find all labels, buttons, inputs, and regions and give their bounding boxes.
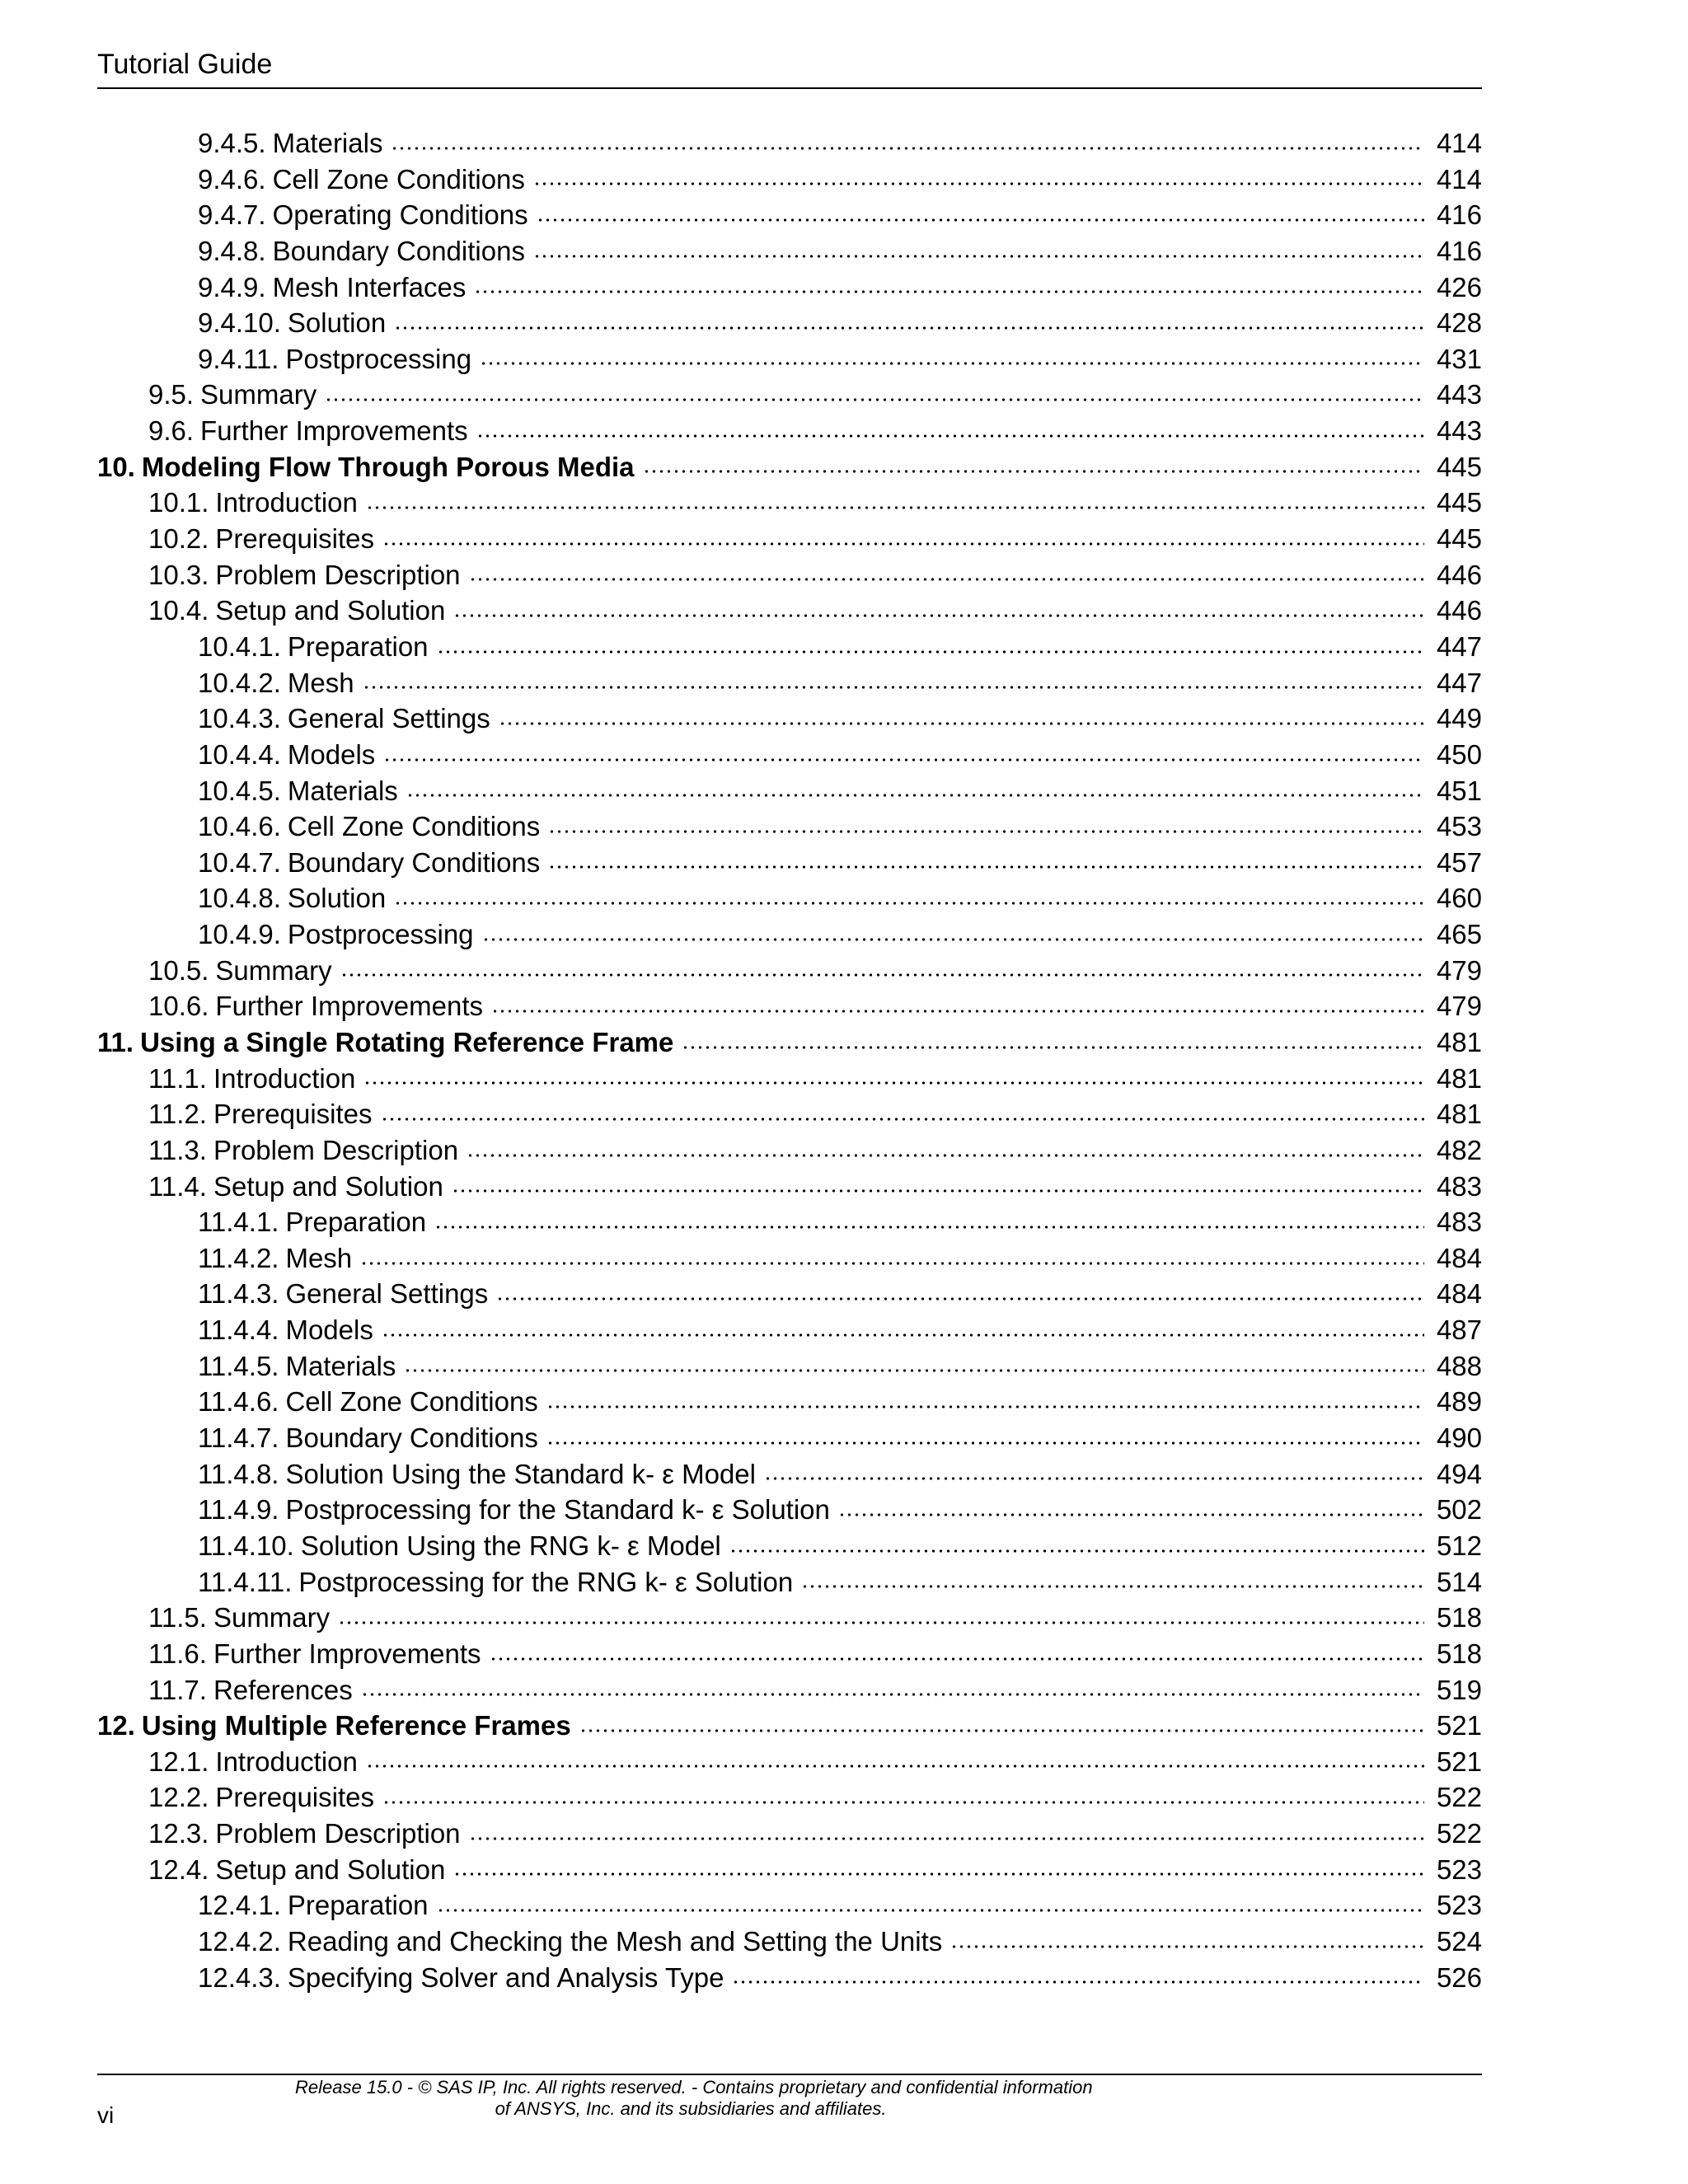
toc-entry-number: 11.6. [148,1638,207,1669]
toc-entry-title[interactable]: Further Improvements [215,991,484,1022]
toc-entry-number: 10.4.5. [198,775,281,806]
toc-dot-leader [950,1943,1424,1950]
toc-entry[interactable] [97,737,1482,773]
toc-entry[interactable] [97,1564,1482,1601]
toc-entry-title[interactable]: Boundary Conditions [272,235,525,266]
toc-entry-title[interactable]: Specifying Solver and Analysis Type [287,1961,724,1993]
toc-entry-page[interactable]: 479 [1436,991,1482,1022]
toc-entry-title[interactable]: Summary [200,379,317,410]
toc-entry-page[interactable]: 481 [1436,1062,1482,1094]
toc-entry-page[interactable]: 494 [1436,1458,1482,1489]
toc-entry-page[interactable]: 445 [1436,523,1482,555]
toc-entry-page[interactable]: 487 [1436,1315,1482,1346]
toc-entry-page[interactable]: 447 [1436,630,1482,662]
toc-entry[interactable] [97,1600,1482,1636]
toc-entry[interactable] [97,665,1482,701]
toc-entry-number: 10.4.7. [198,846,281,878]
toc-entry[interactable] [97,953,1482,989]
toc-dot-leader [579,1727,1424,1734]
toc-entry-title[interactable]: Solution Using the Standard k- ε Model [285,1458,756,1489]
toc-entry[interactable] [97,1096,1482,1132]
toc-entry-page[interactable]: 512 [1436,1530,1482,1561]
page-footer [97,2074,1482,2133]
toc-entry[interactable] [97,808,1482,845]
toc-entry-title[interactable]: Models [287,738,376,770]
toc-entry-title[interactable]: Further Improvements [200,415,468,447]
toc-entry-number: 11.5. [148,1602,207,1633]
toc-entry-title[interactable]: Postprocessing [285,343,472,374]
toc-dot-leader [361,1691,1424,1698]
toc-entry[interactable] [97,125,1482,162]
toc-entry-title[interactable]: Materials [272,127,383,158]
toc-entry-title[interactable]: Problem Description [215,559,461,590]
toc-dot-leader [382,1799,1424,1806]
toc-entry[interactable] [97,1456,1482,1493]
toc-entry[interactable] [97,1528,1482,1564]
toc-entry-title[interactable]: Using Multiple Reference Frames [141,1710,571,1741]
toc-entry-page[interactable]: 446 [1436,559,1482,590]
toc-chapter-entry[interactable] [97,1708,1482,1744]
toc-dot-leader [469,1835,1424,1842]
toc-entry-page[interactable]: 521 [1436,1710,1482,1741]
toc-entry-title[interactable]: Postprocessing for the Standard k- ε Solution [285,1494,830,1526]
toc-dot-leader [682,1044,1424,1051]
toc-entry[interactable] [97,1348,1482,1385]
toc-dot-leader [394,900,1424,907]
toc-dot-leader [381,1116,1424,1122]
toc-entry-page[interactable]: 488 [1436,1350,1482,1381]
toc-entry-title[interactable]: Prerequisites [215,1782,374,1813]
toc-entry-page[interactable]: 457 [1436,846,1482,878]
toc-entry-page[interactable]: 526 [1436,1961,1482,1993]
toc-entry[interactable] [97,413,1482,449]
toc-entry-title[interactable]: Setup and Solution [215,595,446,626]
toc-dot-leader [546,1404,1424,1410]
footer-copyright-notice [295,2077,1093,2120]
toc-entry-page[interactable]: 426 [1436,271,1482,302]
toc-entry-page[interactable]: 518 [1436,1638,1482,1669]
toc-entry-number: 10.3. [148,559,209,590]
toc-entry-number: 11.1. [148,1062,207,1094]
toc-entry-title[interactable]: Mesh [285,1242,353,1273]
toc-entry-number: 9.4.11. [198,343,279,374]
toc-entry-number: 10.1. [148,487,209,518]
toc-dot-leader [434,1224,1424,1230]
toc-entry-title[interactable]: Setup and Solution [213,1170,443,1202]
toc-entry-page[interactable]: 484 [1436,1278,1482,1310]
toc-entry[interactable] [97,1204,1482,1240]
toc-entry-number: 11.4.5. [198,1350,279,1381]
toc-entry-page[interactable]: 465 [1436,919,1482,950]
toc-dot-leader [490,1656,1424,1662]
toc-dot-leader [382,1332,1424,1338]
toc-entry[interactable] [97,1492,1482,1528]
toc-chapter-entry[interactable] [97,449,1482,485]
toc-entry-title[interactable]: Setup and Solution [215,1854,446,1885]
toc-entry-page[interactable]: 451 [1436,775,1482,806]
toc-dot-leader [404,1367,1424,1374]
toc-dot-leader [643,468,1424,475]
toc-entry-number: 11.2. [148,1099,207,1130]
toc-entry[interactable] [97,1420,1482,1456]
toc-entry-number: 12.4.1. [198,1890,281,1921]
toc-dot-leader [453,612,1424,619]
toc-entry-number: 11.7. [148,1674,207,1705]
toc-entry-page[interactable]: 490 [1436,1422,1482,1454]
toc-entry-page[interactable]: 482 [1436,1134,1482,1165]
toc-entry-number: 10.6. [148,991,209,1022]
toc-entry[interactable] [97,916,1482,953]
toc-dot-leader [406,792,1424,799]
toc-entry-number: 9.4.8. [198,235,266,266]
toc-entry-page[interactable]: 523 [1436,1854,1482,1885]
page-header [97,46,1482,89]
toc-entry[interactable] [97,1816,1482,1852]
toc-entry-title[interactable]: Boundary Conditions [287,846,541,878]
toc-entry-title[interactable]: Summary [213,1602,331,1633]
toc-entry-number: 9.4.6. [198,163,266,194]
toc-dot-leader [437,649,1424,655]
toc-entry-title[interactable]: Preparation [287,1890,429,1921]
toc-entry[interactable] [97,1924,1482,1960]
toc-dot-leader [340,972,1424,978]
toc-entry-page[interactable]: 523 [1436,1890,1482,1921]
toc-entry-title[interactable]: Solution [287,883,387,914]
toc-entry[interactable] [97,701,1482,737]
toc-entry-page[interactable]: 524 [1436,1926,1482,1957]
toc-entry[interactable] [97,1169,1482,1205]
toc-dot-leader [363,684,1424,691]
toc-dot-leader [382,541,1424,547]
toc-dot-leader [366,504,1424,511]
toc-entry-number: 10.4.4. [198,738,281,770]
toc-entry-number: 11.4.10. [198,1530,294,1561]
toc-entry-title[interactable]: Postprocessing for the RNG k- ε Solution [298,1566,794,1597]
toc-entry-number: 10.4. [148,595,209,626]
toc-entry-page[interactable]: 460 [1436,883,1482,914]
toc-entry[interactable] [97,1672,1482,1708]
toc-entry[interactable] [97,1887,1482,1924]
toc-dot-leader [338,1619,1424,1626]
toc-entry-number: 9.4.7. [198,199,266,231]
toc-dot-leader [537,217,1424,223]
toc-entry-page[interactable]: 414 [1436,127,1482,158]
toc-dot-leader [467,1152,1424,1159]
toc-entry-title[interactable]: Postprocessing [287,919,474,950]
toc-entry-page[interactable]: 445 [1436,487,1482,518]
toc-entry-page[interactable]: 443 [1436,379,1482,410]
toc-entry-number: 9.4.5. [198,127,266,158]
toc-entry-page[interactable]: 481 [1436,1027,1482,1057]
toc-dot-leader [838,1511,1424,1518]
toc-dot-leader [548,828,1424,835]
toc-entry[interactable] [97,377,1482,413]
toc-entry-title[interactable]: Preparation [285,1207,427,1238]
toc-entry-title[interactable]: Prerequisites [213,1099,373,1130]
toc-entry-title[interactable]: Solution Using the RNG k- ε Model [300,1530,721,1561]
toc-entry[interactable] [97,1779,1482,1816]
toc-dot-leader [363,1080,1424,1086]
toc-entry-page[interactable]: 479 [1436,954,1482,986]
toc-dot-leader [476,433,1424,439]
toc-entry-page[interactable]: 431 [1436,343,1482,374]
toc-entry[interactable] [97,773,1482,809]
toc-entry-page[interactable]: 445 [1436,451,1482,482]
toc-entry-title[interactable]: Materials [287,775,398,806]
toc-entry-title[interactable]: Modeling Flow Through Porous Media [141,451,635,482]
toc-entry[interactable] [97,1852,1482,1888]
toc-entry-page[interactable]: 483 [1436,1170,1482,1202]
toc-entry-title[interactable]: Models [285,1315,373,1346]
toc-dot-leader [533,180,1424,187]
toc-entry[interactable] [97,269,1482,306]
toc-entry-title[interactable]: General Settings [287,703,490,734]
toc-entry-title[interactable]: Cell Zone Conditions [287,811,541,842]
toc-entry-page[interactable]: 453 [1436,811,1482,842]
toc-entry-title[interactable]: Operating Conditions [272,199,528,231]
toc-entry-number: 10.4.9. [198,919,281,950]
toc-dot-leader [729,1548,1424,1554]
toc-entry-number: 11.4.2. [198,1242,279,1273]
toc-entry-number: 10.4.1. [198,630,281,662]
toc-entry[interactable] [97,162,1482,198]
toc-entry-number: 11.4.7. [198,1422,279,1454]
toc-entry-number: 11.4.3. [198,1278,279,1310]
toc-entry-number: 12.1. [148,1746,209,1777]
toc-entry-page[interactable]: 414 [1436,163,1482,194]
toc-entry[interactable] [97,593,1482,629]
toc-entry-page[interactable]: 446 [1436,595,1482,626]
header-title: Tutorial Guide [97,49,273,80]
toc-dot-leader [496,1296,1424,1302]
toc-entry-number: 12.3. [148,1818,209,1849]
toc-dot-leader [383,757,1424,763]
toc-dot-leader [491,1008,1424,1015]
toc-dot-leader [394,325,1424,331]
toc-dot-leader [732,1979,1424,1985]
toc-entry-number: 11.4.4. [198,1315,279,1346]
toc-dot-leader [546,1440,1424,1446]
toc-entry-title[interactable]: Summary [215,954,332,986]
toc-entry[interactable] [97,1384,1482,1420]
toc-dot-leader [764,1475,1424,1482]
toc-entry-page[interactable]: 428 [1436,307,1482,339]
toc-dot-leader [453,1871,1424,1877]
toc-entry-page[interactable]: 416 [1436,235,1482,266]
toc-dot-leader [469,576,1424,583]
toc-entry-title[interactable]: Mesh [287,667,354,698]
toc-entry-number: 10.4.6. [198,811,281,842]
toc-entry-number: 11.4. [148,1170,207,1202]
toc-entry-number: 11.4.6. [198,1386,279,1418]
toc-dot-leader [391,145,1424,152]
footer-notice-line-1: Release 15.0 - © SAS IP, Inc. All rights reserved. - Contains proprietary and confidential information [295,2077,1093,2097]
toc-entry-page[interactable]: 416 [1436,199,1482,231]
toc-entry-title[interactable]: Further Improvements [213,1638,481,1669]
toc-entry-page[interactable]: 518 [1436,1602,1482,1633]
toc-dot-leader [533,253,1424,260]
toc-entry-title[interactable]: Cell Zone Conditions [272,163,525,194]
toc-entry[interactable] [97,880,1482,916]
toc-entry-page[interactable]: 443 [1436,415,1482,447]
toc-entry-page[interactable]: 483 [1436,1207,1482,1238]
toc-entry-number: 10.4.2. [198,667,281,698]
toc-entry-title[interactable]: Prerequisites [215,523,374,555]
toc-entry[interactable] [97,1636,1482,1672]
toc-entry[interactable] [97,485,1482,521]
toc-entry[interactable] [97,557,1482,593]
toc-entry[interactable] [97,1312,1482,1348]
toc-entry[interactable] [97,521,1482,557]
toc-entry-number: 10.4.3. [198,703,281,734]
toc-entry-title[interactable]: General Settings [285,1278,489,1310]
toc-entry-title[interactable]: Introduction [215,487,358,518]
toc-entry-number: 12.2. [148,1782,209,1813]
toc-entry[interactable] [97,988,1482,1024]
toc-entry-title[interactable]: Solution [287,307,387,339]
toc-entry-title[interactable]: Mesh Interfaces [272,271,467,302]
footer-page-number: vi [97,2102,115,2128]
toc-dot-leader [548,864,1424,870]
toc-entry-number: 10.5. [148,954,209,986]
toc-entry[interactable] [97,629,1482,665]
toc-entry[interactable] [97,197,1482,233]
toc-dot-leader [325,396,1424,403]
toc-dot-leader [480,360,1424,367]
toc-entry[interactable] [97,305,1482,341]
toc-entry[interactable] [97,1240,1482,1277]
toc-entry[interactable] [97,1744,1482,1780]
toc-entry[interactable] [97,845,1482,881]
toc-entry-number: 12.4. [148,1854,209,1885]
toc-entry-number: 9.4.10. [198,307,281,339]
footer-notice-line-2: of ANSYS, Inc. and its subsidiaries and affiliates. [495,2098,887,2119]
toc-entry-number: 12.4.2. [198,1926,281,1957]
toc-entry-title[interactable]: Preparation [287,630,429,662]
toc-entry[interactable] [97,233,1482,269]
toc-entry-number: 11.4.11. [198,1566,293,1597]
toc-entry-title[interactable]: Introduction [213,1062,356,1094]
toc-dot-leader [482,936,1424,943]
toc-entry-page[interactable]: 521 [1436,1746,1482,1777]
toc-entry-title[interactable]: Materials [285,1350,396,1381]
toc-entry-page[interactable]: 450 [1436,738,1482,770]
toc-entry-title[interactable]: References [213,1674,353,1705]
toc-entry-number: 9.5. [148,379,195,410]
toc-entry-page[interactable]: 449 [1436,703,1482,734]
toc-entry-title[interactable]: Using a Single Rotating Reference Frame [140,1027,674,1057]
toc-entry-number: 10. [97,451,135,482]
toc-dot-leader [474,288,1424,295]
toc-entry-number: 9.4.9. [198,271,266,302]
toc-entry-number: 11. [97,1027,134,1057]
toc-entry[interactable] [97,1277,1482,1313]
toc-entry-number: 10.4.8. [198,883,281,914]
toc-entry[interactable] [97,1132,1482,1169]
toc-entry-number: 10.2. [148,523,209,555]
toc-entry-page[interactable]: 522 [1436,1818,1482,1849]
toc-entry-title[interactable]: Introduction [215,1746,358,1777]
toc-entry-title[interactable]: Problem Description [215,1818,461,1849]
toc-dot-leader [801,1583,1424,1590]
toc-entry-title[interactable]: Reading and Checking the Mesh and Setting the Units [287,1926,943,1957]
toc-entry-number: 12.4.3. [198,1961,281,1993]
toc-entry-page[interactable]: 447 [1436,667,1482,698]
toc-entry-title[interactable]: Cell Zone Conditions [285,1386,538,1418]
toc-entry-page[interactable]: 489 [1436,1386,1482,1418]
toc-dot-leader [452,1188,1424,1194]
toc-entry-page[interactable]: 502 [1436,1494,1482,1526]
toc-entry-number: 11.4.8. [198,1458,279,1489]
toc-dot-leader [499,720,1424,727]
toc-entry-number: 11.4.9. [198,1494,279,1526]
toc-entry-number: 9.6. [148,415,195,447]
table-of-contents [97,125,1482,1995]
toc-entry-page[interactable]: 484 [1436,1242,1482,1273]
toc-entry-number: 11.4.1. [198,1207,279,1238]
toc-entry-page[interactable]: 514 [1436,1566,1482,1597]
toc-entry-page[interactable]: 519 [1436,1674,1482,1705]
toc-entry[interactable] [97,1061,1482,1097]
toc-entry-title[interactable]: Problem Description [213,1134,459,1165]
toc-entry-number: 11.3. [148,1134,207,1165]
toc-entry-number: 12. [97,1710,135,1741]
toc-entry-title[interactable]: Boundary Conditions [285,1422,538,1454]
toc-chapter-entry[interactable] [97,1024,1482,1061]
toc-dot-leader [437,1907,1424,1914]
toc-entry[interactable] [97,341,1482,377]
toc-dot-leader [360,1260,1424,1267]
toc-entry-page[interactable]: 481 [1436,1099,1482,1130]
toc-dot-leader [366,1763,1424,1769]
toc-entry[interactable] [97,1960,1482,1996]
toc-entry-page[interactable]: 522 [1436,1782,1482,1813]
